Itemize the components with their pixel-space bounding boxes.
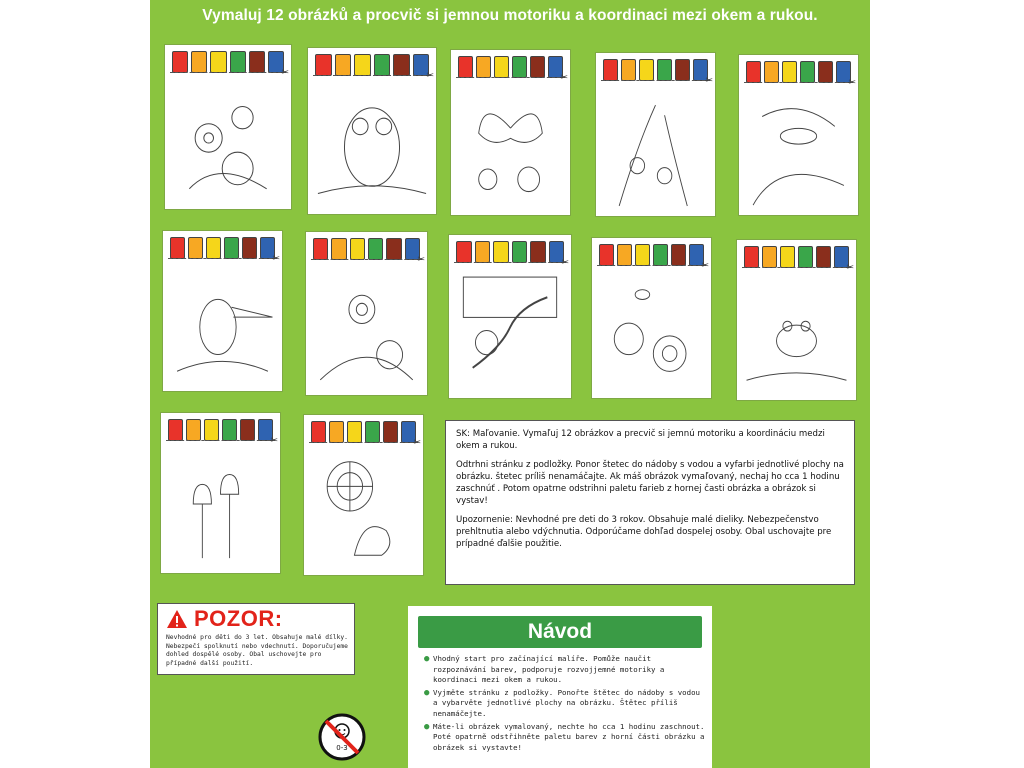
coloring-card — [307, 47, 437, 215]
paint-swatch — [249, 51, 265, 73]
paint-swatch — [780, 246, 795, 268]
paint-swatch — [240, 419, 255, 441]
paint-swatch — [347, 421, 362, 443]
cut-line — [454, 262, 566, 263]
paint-swatch — [188, 237, 203, 259]
scissors-icon: ✂ — [561, 257, 569, 267]
paint-swatch — [800, 61, 815, 83]
paint-swatch — [798, 246, 813, 268]
scissors-icon: ✂ — [426, 70, 434, 80]
sk-intro: SK: Maľovanie. Vymaľuj 12 obrázkov a precvič si jemnú motoriku a koordináciu medzi okem a rukou. — [456, 429, 825, 452]
paint-swatch — [311, 421, 326, 443]
paint-swatch — [494, 56, 509, 78]
paint-swatch — [746, 61, 761, 83]
paint-swatch — [242, 237, 257, 259]
paint-swatch — [170, 237, 185, 259]
cut-line — [313, 75, 431, 76]
scissors-icon: ✂ — [848, 77, 856, 87]
paint-swatch — [335, 54, 352, 76]
paint-swatch — [172, 51, 188, 73]
snail-icon — [311, 264, 422, 390]
cut-line — [311, 259, 422, 260]
cut-line — [597, 265, 706, 266]
paint-swatch — [331, 238, 346, 260]
coloring-card — [450, 49, 571, 216]
paint-swatch — [603, 59, 618, 81]
paint-swatch — [383, 421, 398, 443]
paint-swatch — [368, 238, 383, 260]
paint-swatch — [671, 244, 686, 266]
sk-warning: Upozornenie: Nevhodné pre deti do 3 rokov. Obsahuje malé dieliky. Nebezpečenstvo prehltnutia alebo vdýchnutia. Odporúčame dohľad dospelej osoby. Obal uschovajte pre prípadné ďalšie použitie. — [456, 514, 832, 550]
scissors-icon: ✂ — [281, 67, 289, 77]
pozor-text: Nevhodné pro děti do 3 let. Obsahuje malé dílky. Nebezpečí spolknutí nebo vdechnutí. Doporučujeme dohled dospělé osoby. Obal uschovejte pro případné další použití. — [166, 634, 348, 667]
owl-icon — [313, 80, 431, 209]
slovak-instructions-box — [445, 420, 855, 585]
paint-swatch — [350, 238, 365, 260]
paint-palette — [172, 51, 284, 73]
paint-palette — [603, 59, 708, 81]
paint-swatch — [653, 244, 668, 266]
paint-swatch — [512, 241, 528, 263]
navod-item-text: Vyjměte stránku z podložky. Ponořte štětec do nádoby s vodou a vybarvěte jednotlivé plochy na obrázku. Štětec příliš nenamáčejte. — [433, 687, 700, 718]
navod-item-text: Vhodný start pro začínající malíře. Pomůže naučit rozpoznávání barev, podporuje rozvojjemné motoriky a koordinaci mezi okem a rukou. — [433, 654, 665, 685]
rose-icon — [597, 270, 706, 393]
headline: Vymaluj 12 obrázků a procvič si jemnou motoriku a koordinaci mezi okem a rukou. — [202, 7, 818, 24]
pozor-warning-box — [157, 603, 355, 675]
paint-swatch — [374, 54, 391, 76]
sk-instructions: Odtrhni stránku z podložky. Ponor štetec do nádoby s vodou a vyfarbi jednotlivé plochy na obrázku. štetec príliš nenamáčajte. Ak máš obrázok vymaľovaný, nechaj ho cca 1 hodinu zaschnúť . Potom opatrne odstrihni paletu farieb z hornej časti obrázka a obrázok si vystav! — [456, 459, 844, 507]
paint-swatch — [222, 419, 237, 441]
paint-swatch — [354, 54, 371, 76]
warning-triangle-icon — [166, 609, 188, 629]
insect-icon — [744, 87, 853, 210]
cut-line — [744, 82, 853, 83]
paint-swatch — [816, 246, 831, 268]
pozor-title: POZOR: — [194, 606, 283, 631]
paint-palette — [170, 237, 275, 259]
paint-palette — [311, 421, 416, 443]
scissors-icon: ✂ — [560, 72, 568, 82]
cut-line — [168, 258, 277, 259]
paint-swatch — [675, 59, 690, 81]
paint-swatch — [493, 241, 509, 263]
paint-swatch — [386, 238, 401, 260]
paint-swatch — [782, 61, 797, 83]
cut-line — [170, 72, 286, 73]
paint-swatch — [210, 51, 226, 73]
paint-swatch — [186, 419, 201, 441]
frog-icon — [742, 272, 851, 395]
navod-item: ● Máte-li obrázek vymalovaný, nechte ho cca 1 hodinu zaschnout. Poté opatrně odstřihněte paletu barev z horní části obrázku a obrázek si vystavte! — [424, 721, 705, 752]
paint-swatch — [365, 421, 380, 443]
paint-palette — [744, 246, 849, 268]
tulip-icon — [166, 445, 275, 568]
lily-icon — [601, 85, 710, 211]
paint-swatch — [204, 419, 219, 441]
cut-line — [601, 80, 710, 81]
paint-swatch — [224, 237, 239, 259]
paint-swatch — [639, 59, 654, 81]
coloring-card — [595, 52, 716, 217]
coloring-card — [305, 231, 428, 396]
paint-palette — [458, 56, 563, 78]
coloring-card — [162, 230, 283, 392]
paint-swatch — [657, 59, 672, 81]
paint-swatch — [206, 237, 221, 259]
coloring-card — [303, 414, 424, 576]
scissors-icon: ✂ — [413, 437, 421, 447]
paint-swatch — [621, 59, 636, 81]
navod-panel — [408, 606, 712, 768]
paint-palette — [456, 241, 564, 263]
paint-swatch — [512, 56, 527, 78]
paint-palette — [313, 238, 420, 260]
cut-line — [166, 440, 275, 441]
paint-palette — [168, 419, 273, 441]
coloring-card — [738, 54, 859, 216]
paint-swatch — [329, 421, 344, 443]
spiderweb-icon — [309, 447, 418, 570]
coloring-card — [448, 234, 572, 399]
scissors-icon: ✂ — [705, 75, 713, 85]
paint-palette — [746, 61, 851, 83]
cut-line — [309, 442, 418, 443]
scissors-icon: ✂ — [272, 253, 280, 263]
paint-swatch — [744, 246, 759, 268]
paint-swatch — [315, 54, 332, 76]
scissors-icon: ✂ — [846, 262, 854, 272]
coloring-card — [736, 239, 857, 401]
paint-swatch — [764, 61, 779, 83]
navod-item-text: Máte-li obrázek vymalovaný, nechte ho cca 1 hodinu zaschnout. Poté opatrně odstřihněte paletu barev z horní části obrázku a obrázek si vystavte! — [433, 721, 705, 752]
flowers-icon — [170, 77, 286, 204]
paint-swatch — [530, 241, 546, 263]
paint-swatch — [230, 51, 246, 73]
coloring-card — [164, 44, 292, 210]
cut-line — [456, 77, 565, 78]
navod-list — [424, 654, 706, 755]
no-under-3-icon — [317, 712, 367, 762]
lizard-icon — [454, 267, 566, 393]
product-back-panel — [150, 0, 870, 768]
cut-line — [742, 267, 851, 268]
navod-title: Návod — [418, 616, 702, 648]
paint-swatch — [458, 56, 473, 78]
paint-swatch — [313, 238, 328, 260]
coloring-card — [160, 412, 281, 574]
paint-swatch — [818, 61, 833, 83]
paint-swatch — [475, 241, 491, 263]
paint-swatch — [168, 419, 183, 441]
paint-swatch — [762, 246, 777, 268]
navod-item: ● Vhodný start pro začínající malíře. Pomůže naučit rozpoznávání barev, podporuje rozvojjemné motoriky a koordinaci mezi okem a rukou. — [424, 654, 706, 686]
paint-swatch — [530, 56, 545, 78]
paint-swatch — [599, 244, 614, 266]
paint-swatch — [191, 51, 207, 73]
scissors-icon: ✂ — [417, 254, 425, 264]
bird-icon — [168, 263, 277, 386]
paint-swatch — [476, 56, 491, 78]
paint-swatch — [456, 241, 472, 263]
age-label: 0-3 — [336, 744, 348, 752]
navod-item: ● Vyjměte stránku z podložky. Ponořte štětec do nádoby s vodou a vybarvěte jednotlivé plochy na obrázku. Štětec příliš nenamáčejte. — [424, 688, 706, 720]
paint-swatch — [617, 244, 632, 266]
scissors-icon: ✂ — [270, 435, 278, 445]
scissors-icon: ✂ — [701, 260, 709, 270]
paint-swatch — [635, 244, 650, 266]
coloring-card — [591, 237, 712, 399]
paint-swatch — [393, 54, 410, 76]
butterfly-icon — [456, 82, 565, 210]
paint-palette — [599, 244, 704, 266]
paint-palette — [315, 54, 429, 76]
